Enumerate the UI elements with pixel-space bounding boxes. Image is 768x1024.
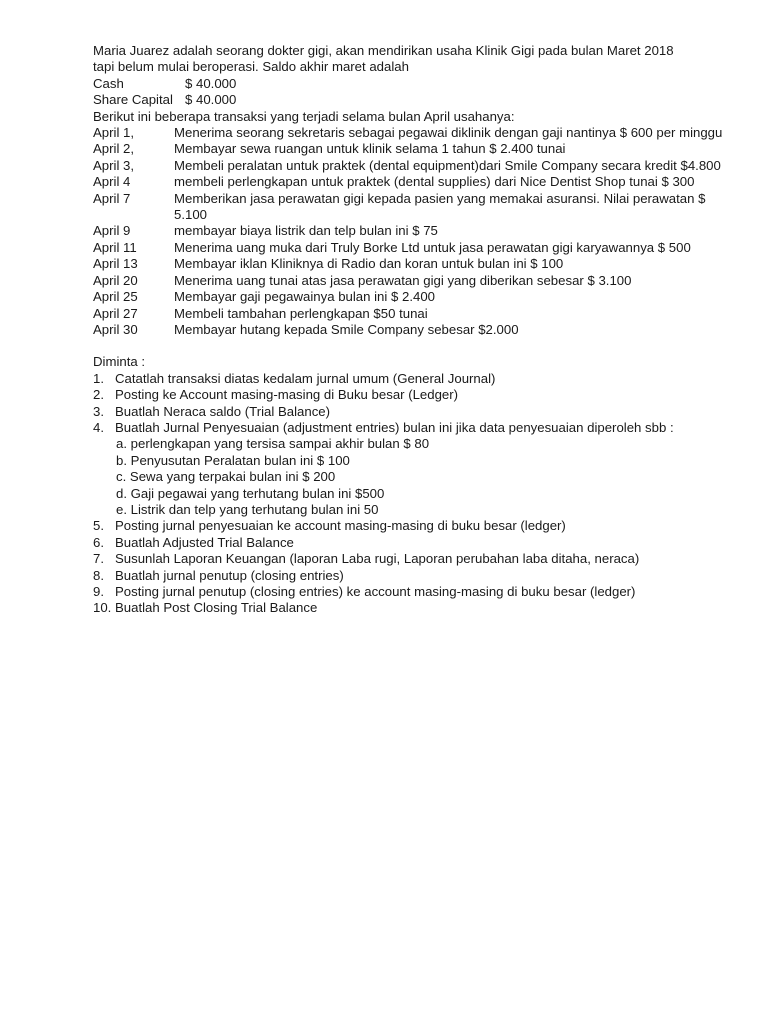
transaction-date: April 13: [93, 256, 138, 272]
task-number: 7.: [93, 551, 104, 567]
transaction-row: [93, 223, 733, 239]
task-item: [93, 420, 733, 436]
transaction-date: April 4: [93, 174, 131, 190]
balance-amount: $ 40.000: [185, 92, 237, 108]
task-item: [93, 568, 733, 584]
balance-label: Cash: [93, 75, 124, 91]
task-item: [93, 371, 733, 387]
task-item: [93, 535, 733, 551]
task-number: 6.: [93, 534, 104, 550]
transaction-text: Menerima uang muka dari Truly Borke Ltd untuk jasa perawatan gigi karyawannya $ 500: [174, 239, 691, 255]
task-text: Posting jurnal penyesuaian ke account masing-masing di buku besar (ledger): [115, 518, 566, 534]
task-list: [93, 371, 733, 617]
adjustment-item: e. Listrik dan telp yang terhutang bulan ini 50: [116, 501, 379, 517]
task-text: Buatlah Post Closing Trial Balance: [115, 600, 318, 616]
transaction-date: April 30: [93, 321, 138, 337]
transaction-text: Membayar sewa ruangan untuk klinik selama 1 tahun $ 2.400 tunai: [174, 141, 566, 157]
task-text: Buatlah jurnal penutup (closing entries): [115, 567, 344, 583]
transaction-row: [93, 125, 733, 141]
task-text: Posting ke Account masing-masing di Buku besar (Ledger): [115, 387, 459, 403]
transaction-date: April 25: [93, 289, 138, 305]
balance-amount: $ 40.000: [185, 75, 237, 91]
intro-line: tapi belum mulai beroperasi. Saldo akhir maret adalah: [93, 59, 409, 75]
adjustment-item: a. perlengkapan yang tersisa sampai akhir bulan $ 80: [116, 436, 430, 452]
balance-row-cash: [93, 76, 733, 92]
task-text: Posting jurnal penutup (closing entries) ke account masing-masing di buku besar (ledger): [115, 584, 636, 599]
intro-paragraph: [93, 43, 733, 76]
balance-row-share-capital: [93, 92, 733, 108]
adjustment-item: b. Penyusutan Peralatan bulan ini $ 100: [116, 452, 350, 468]
transaction-row: [93, 322, 733, 338]
task-text: Catatlah transaksi diatas kedalam jurnal umum (General Journal): [115, 370, 496, 386]
transaction-row: [93, 174, 733, 190]
transaction-date: April 2,: [93, 141, 135, 157]
transaction-row: [93, 256, 733, 272]
task-text: Buatlah Jurnal Penyesuaian (adjustment entries) bulan ini jika data penyesuaian diperoleh sbb :: [115, 419, 674, 435]
transaction-text: membayar biaya listrik dan telp bulan ini $ 75: [174, 223, 438, 239]
task-item: [93, 518, 733, 534]
task-item: [93, 600, 733, 616]
transaction-date: April 11: [93, 239, 137, 255]
transaction-text: Membeli tambahan perlengkapan $50 tunai: [174, 305, 428, 321]
transaction-row: [93, 141, 733, 157]
transaction-date: April 7: [93, 190, 131, 206]
task-number: 9.: [93, 584, 104, 599]
transaction-text: Membayar gaji pegawainya bulan ini $ 2.400: [174, 289, 435, 305]
task-number: 5.: [93, 518, 104, 534]
task-text: Susunlah Laporan Keuangan (laporan Laba rugi, Laporan perubahan laba ditaha, neraca): [115, 551, 640, 567]
task-item: [93, 551, 733, 567]
task-number: 2.: [93, 387, 104, 403]
transaction-date: April 9: [93, 223, 131, 239]
transaction-text: Membayar hutang kepada Smile Company sebesar $2.000: [174, 321, 519, 337]
transaction-text: Menerima uang tunai atas jasa perawatan gigi yang diberikan sebesar $ 3.100: [174, 272, 632, 288]
task-number: 3.: [93, 403, 104, 419]
transaction-row: [93, 306, 733, 322]
transaction-text: membeli perlengkapan untuk praktek (dental supplies) dari Nice Dentist Shop tunai $ 300: [174, 174, 695, 190]
transaction-row: [93, 240, 733, 256]
task-number: 10.: [93, 600, 112, 616]
transaction-text: Memberikan jasa perawatan gigi kepada pasien yang memakai asuransi. Nilai perawatan $ 5.100: [174, 190, 706, 223]
task-item: [93, 404, 733, 420]
adjustment-list: [93, 436, 733, 518]
diminta-heading: Diminta :: [93, 354, 146, 370]
adjustment-item: c. Sewa yang terpakai bulan ini $ 200: [116, 469, 336, 485]
transaction-date: April 20: [93, 272, 138, 288]
transaction-text: Menerima seorang sekretaris sebagai pegawai diklinik dengan gaji nantinya $ 600 per minggu: [174, 125, 723, 141]
task-text: Buatlah Neraca saldo (Trial Balance): [115, 403, 331, 419]
transaction-row: [93, 289, 733, 305]
transaction-row: [93, 158, 733, 174]
transaction-text: Membayar iklan Kliniknya di Radio dan koran untuk bulan ini $ 100: [174, 256, 564, 272]
balance-label: Share Capital: [93, 92, 173, 108]
task-number: 8.: [93, 567, 104, 583]
transaction-date: April 27: [93, 305, 138, 321]
transaction-date: April 3,: [93, 157, 135, 173]
task-number: 1.: [93, 370, 104, 386]
document-body: [93, 43, 733, 617]
task-number: 4.: [93, 419, 104, 435]
transaction-row: [93, 191, 733, 224]
transaction-list: [93, 125, 733, 338]
adjustment-item: d. Gaji pegawai yang terhutang bulan ini $500: [116, 485, 385, 501]
task-item: [93, 387, 733, 403]
transaction-row: [93, 273, 733, 289]
task-text: Buatlah Adjusted Trial Balance: [115, 534, 294, 550]
transactions-intro: Berikut ini beberapa transaksi yang terjadi selama bulan April usahanya:: [93, 108, 515, 124]
transaction-date: April 1,: [93, 125, 135, 141]
intro-line: Maria Juarez adalah seorang dokter gigi, akan mendirikan usaha Klinik Gigi pada bulan Maret 2018: [93, 43, 674, 58]
task-item: [93, 584, 733, 600]
transaction-text: Membeli peralatan untuk praktek (dental equipment)dari Smile Company secara kredit $4.800: [174, 157, 721, 173]
section-spacer: [93, 338, 733, 354]
